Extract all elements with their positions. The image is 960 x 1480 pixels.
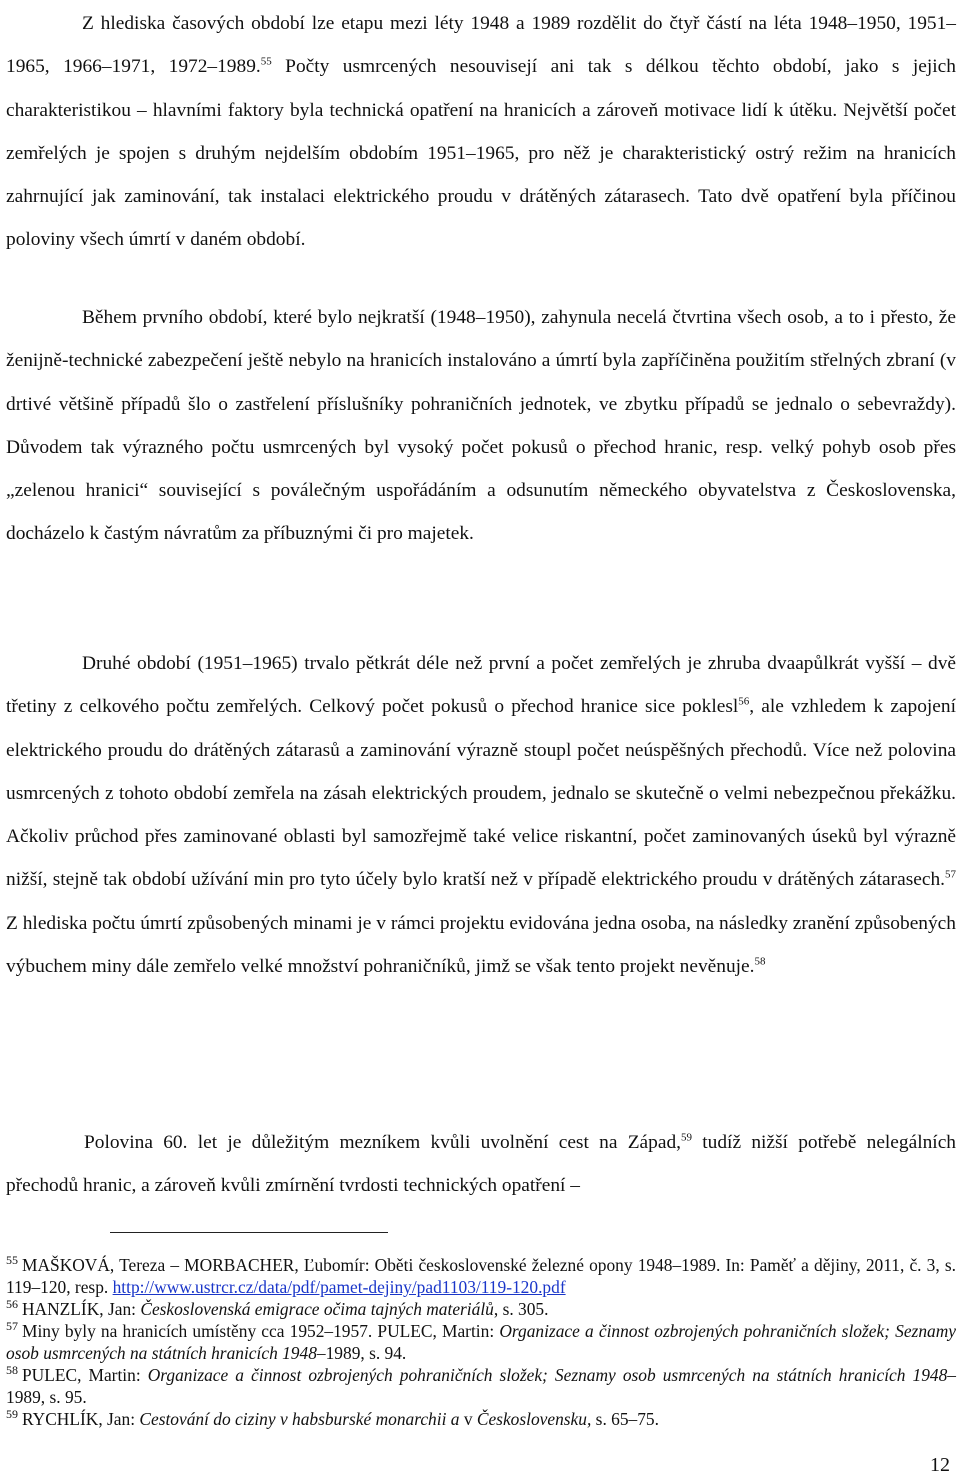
footnote-title: Československu, [476,1409,592,1429]
footnotes [6,1254,956,1430]
paragraph-3-text-c: Z hlediska počtu úmrtí způsobených minami je v rámci projektu evidována jedna osoba, na následky zranění způsobených výbuchem miny dále zemřelo velké množství pohraničníků, jimž se však tento projekt nevěnuje. [6,912,956,978]
footnote-text: Miny byly na hranicích umístěny cca 1952–1957. PULEC, Martin: [22,1321,500,1341]
footnote-link[interactable]: http://www.ustrcr.cz/data/pdf/pamet-dejiny/pad1103/119-120.pdf [112,1277,566,1297]
footnote-57 [6,1320,956,1364]
footnote-text: HANZLÍK, Jan: [22,1299,141,1319]
paragraph-1-text-a: Z hlediska časových období lze etapu mezi léty 1948 a 1989 rozdělit do čtyř částí na léta 1948–1950, 1951–1965, 1966–1971, 1972–1989. [6,13,956,78]
page-number: 12 [930,1454,950,1476]
footnote-56 [6,1298,956,1320]
paragraph-1 [6,2,956,262]
footnote-text: RYCHLÍK, Jan: [22,1409,140,1429]
footnote-58 [6,1364,956,1408]
paragraph-3-text-b: , ale vzhledem k zapojení elektrického proudu do drátěných zátarasů a zaminování výrazně stoupl počet neúspěšných přechodů. Více než polovina usmrcených z tohoto období zemřela na zásah elektrických proudem, jednalo se skutečně o velmi nebezpečnou překážku. Ačkoliv průchod přes zaminované oblasti byl samozřejmě také velice riskantní, počet zaminovaných úseků byl výrazně nižší, stejně tak období užívání min pro tyto účely bylo kratší než v případě elektrického proudu v drátěných zátarasech. [6,696,956,891]
footnote-title: Československá emigrace očima tajných materiálů [140,1299,494,1319]
paragraph-3-text-a: Druhé období (1951–1965) trvalo pětkrát déle než první a počet zemřelých je zhruba dvaapůlkrát vyšší – dvě třetiny z celkového počtu zemřelých. Celkový počet pokusů o přechod hranice sice poklesl [6,653,956,718]
footnote-number: 55 [6,1253,18,1268]
footnote-number: 57 [6,1319,18,1334]
paragraph-1-text-b: Počty usmrcených nesouvisejí ani tak s délkou těchto období, jako s jejich charakteristikou – hlavními faktory byla technická opatření na hranicích a zároveň motivace lidí k útěku. Největší počet zemřelých je spojen s druhým nejdelším obdobím 1951–1965, pro něž je charakteristický ostrý režim na hranicích zahrnující jak zaminování, tak instalaci elektrického proudu v drátěných zátarasech. Tato dvě opatření byla příčinou poloviny všech úmrtí v daném období. [6,56,956,251]
paragraph-4-text-b: tudíž nižší potřebě nelegálních přechodů hranic, a zároveň kvůli zmírnění tvrdosti technických opatření – [6,1132,956,1197]
paragraph-2: Během prvního období, které bylo nejkratší (1948–1950), zahynula necelá čtvrtina všech osob, a to i přesto, že ženijně-technické zabezpečení ještě nebylo na hranicích instalováno a úmrtí byla zapříčiněna použitím střelných zbraní (v drtivé většině případů šlo o zastřelení příslušníky pohraničních jednotek, ve zbytku případů se jednalo o sebevraždy). Důvodem tak výrazného počtu usmrcených byl vysoký počet pokusů o přechod hranic, resp. velký pohyb osob přes „zelenou hranici“ související s poválečným uspořádáním a odsunutím německého obyvatelstva z Československa, docházelo k častým návratům za příbuznými či pro majetek. [6,307,956,545]
footnote-text: , s. 305. [493,1299,549,1319]
footnote-55 [6,1254,956,1298]
footnote-text: s. 65–75. [591,1409,659,1429]
footnote-ref-58[interactable]: 58 [754,955,766,968]
footnote-number: 58 [6,1363,18,1378]
footnote-number: 59 [6,1407,18,1422]
footnote-ref-56[interactable]: 56 [738,695,750,708]
footnote-text: –1989, s. 95. [6,1365,956,1407]
paragraph-4 [6,1121,956,1208]
paragraph-3 [6,642,956,988]
footnote-text: MAŠKOVÁ, Tereza – MORBACHER, Ľubomír: Oběti československé železné opony 1948–1989. In: Paměť a dějiny, 2011, č. 3, s. 119–120, resp. [6,1255,956,1297]
footnote-ref-57[interactable]: 57 [945,869,956,882]
footnote-59 [6,1408,956,1430]
footnote-title: Organizace a činnost ozbrojených pohraničních složek; Seznamy osob usmrcených na státních hranicích 1948 [147,1365,948,1385]
footnote-text: –1989, s. 94. [316,1343,407,1363]
footnote-number: 56 [6,1297,18,1312]
footnote-title: Organizace a činnost ozbrojených pohraničních složek; Seznamy osob usmrcených na státních hranicích 1948 [6,1321,956,1363]
footnote-title: Cestování do ciziny v habsburské monarchii a [139,1409,460,1429]
footnote-text: PULEC, Martin: [22,1365,148,1385]
footnote-text: v [459,1409,477,1429]
paragraph-4-text-a: Polovina 60. let je důležitým mezníkem kvůli uvolnění cest na Západ, [84,1132,682,1153]
footnote-ref-59[interactable]: 59 [681,1131,693,1144]
footnote-ref-55[interactable]: 55 [260,55,272,68]
footnote-divider [110,1232,388,1233]
